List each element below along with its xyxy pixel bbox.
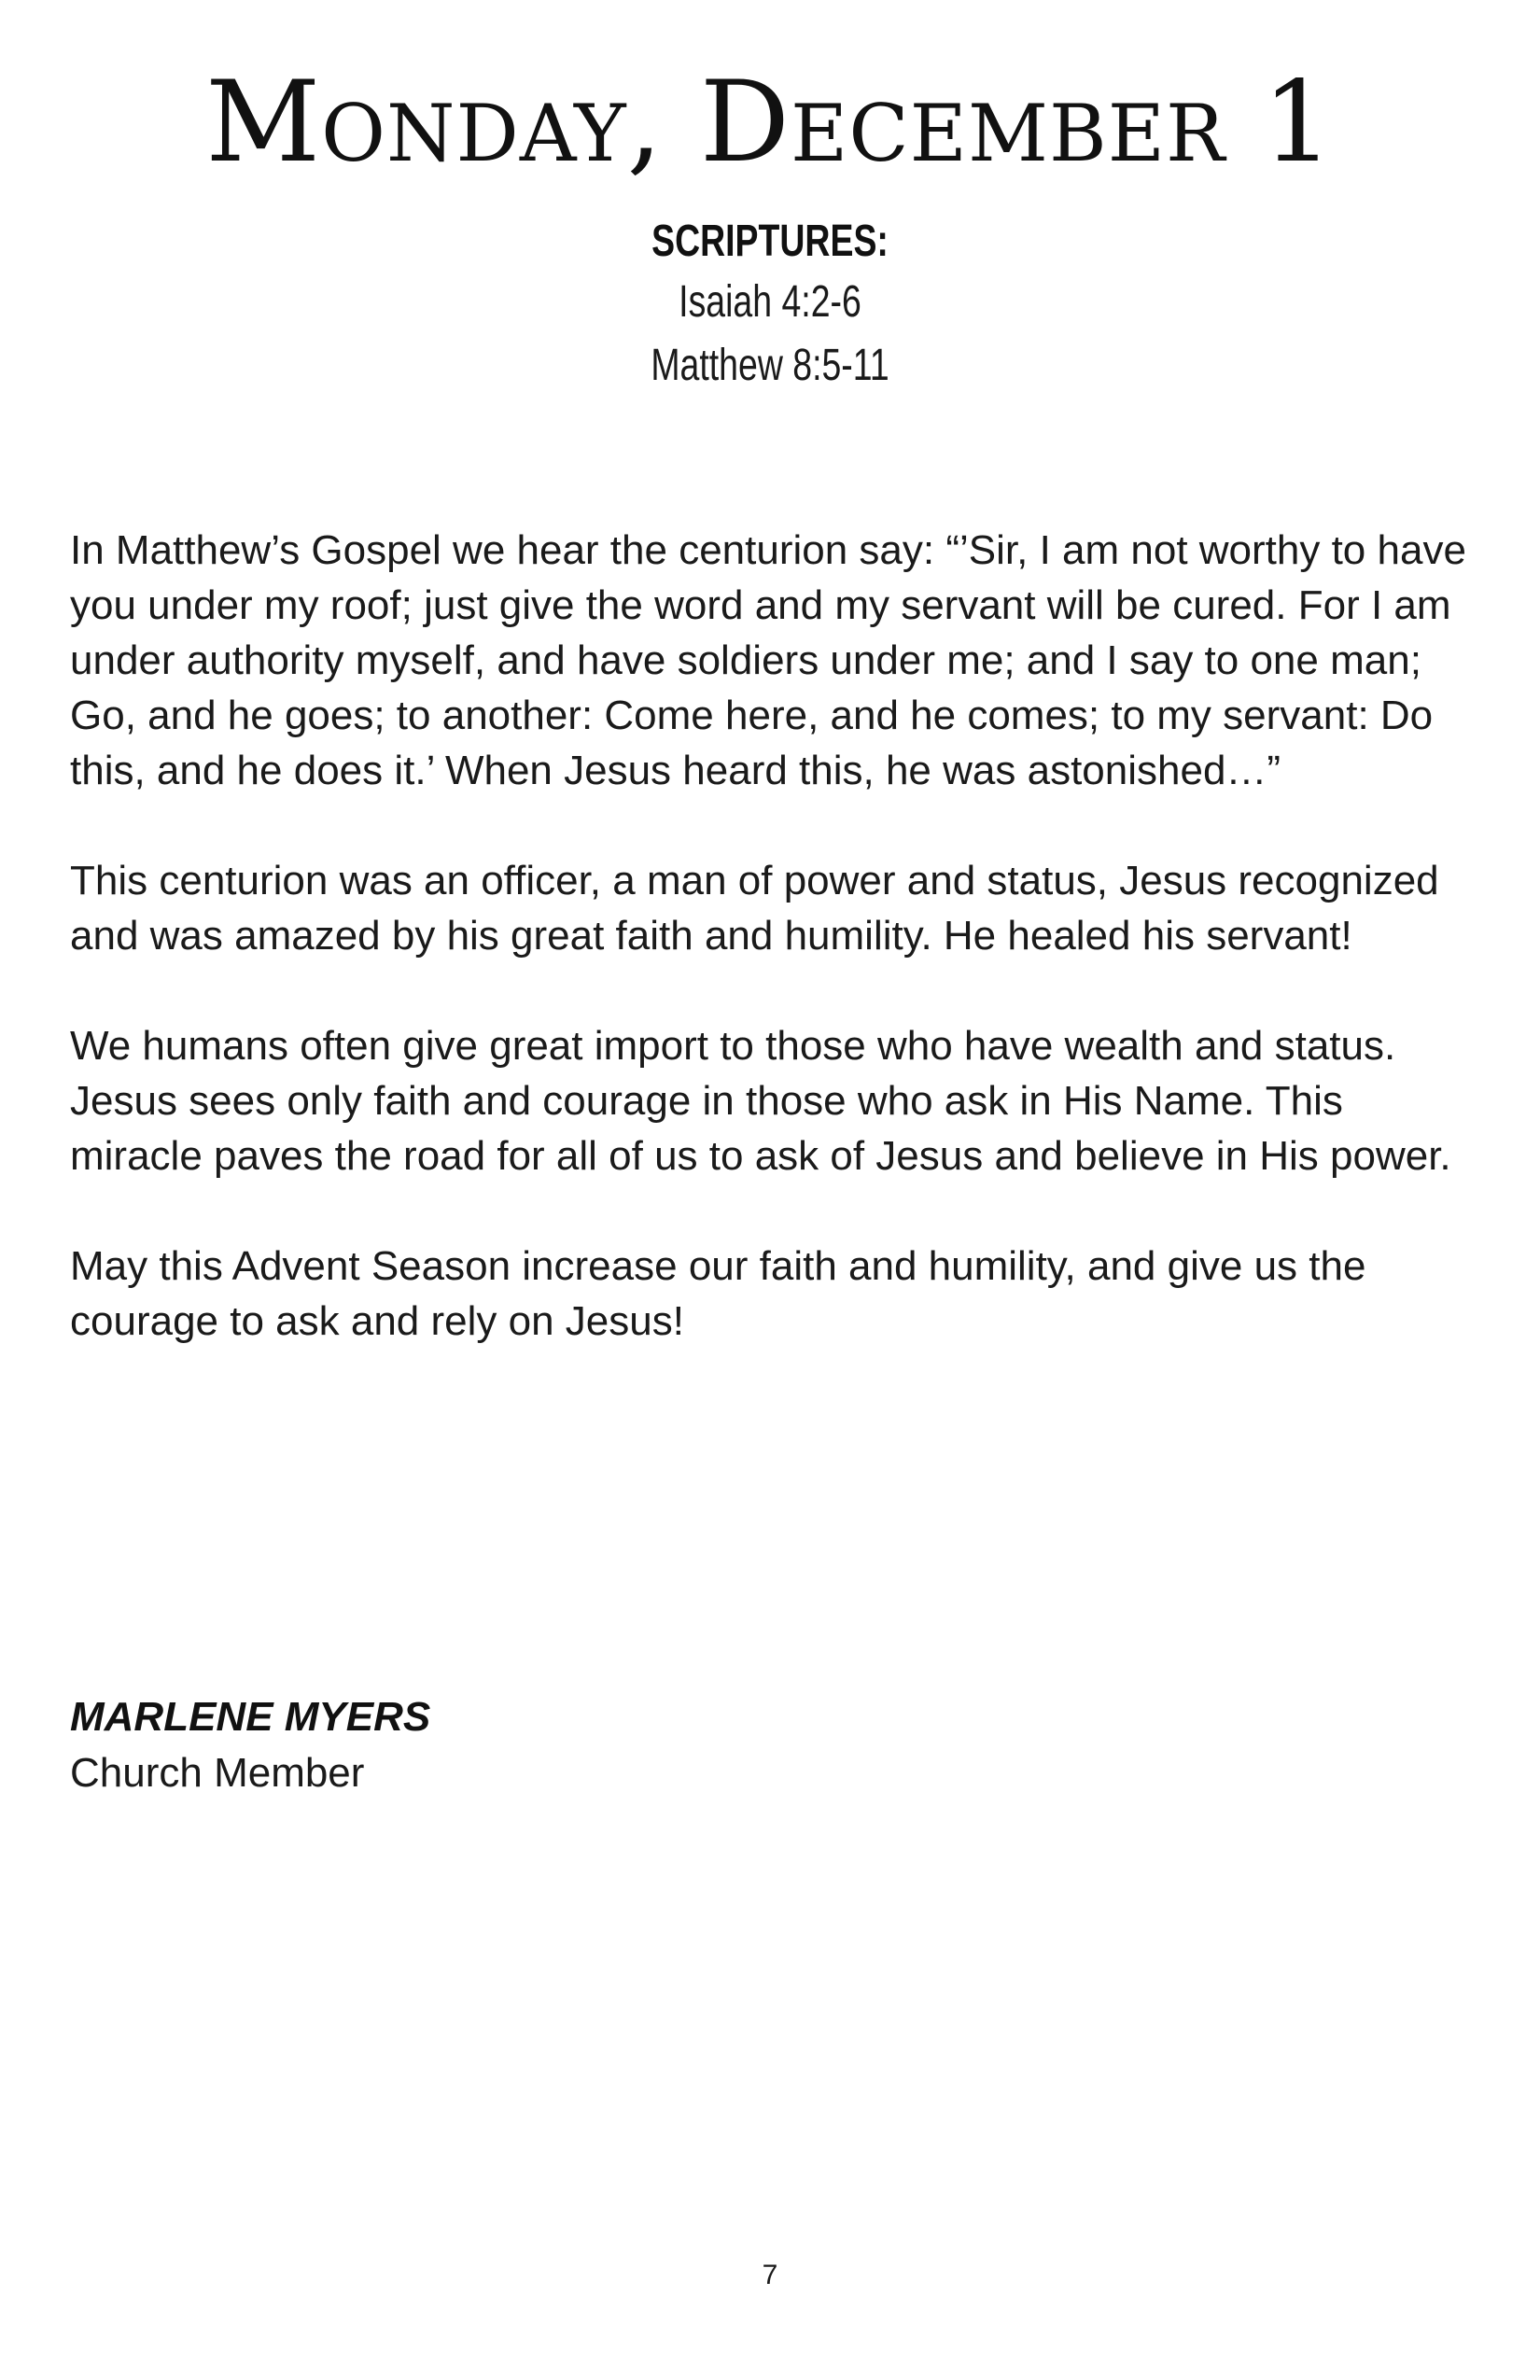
scriptures-block (0, 213, 1540, 398)
author-block (70, 1689, 430, 1801)
author-name: MARLENE MYERS (70, 1694, 431, 1740)
page-number: 7 (762, 2260, 778, 2290)
scriptures-heading: SCRIPTURES: (651, 217, 889, 266)
reflection-body (70, 523, 1479, 1404)
scripture-reference-isaiah: Isaiah 4:2-6 (679, 277, 861, 327)
paragraph-1: In Matthew’s Gospel we hear the centurion say: “’Sir, I am not worthy to have you under my roof; just give the word and my servant will be cured. For I am under authority myself, and have soldiers under me; and I say to one man; Go, and he goes; to another: Come here, and he comes; to my servant: Do this, and he does it.’ When Jesus heard this, he was astonished…” (70, 527, 1466, 793)
paragraph-2: This centurion was an officer, a man of power and status, Jesus recognized and was amazed by his great faith and humility. He healed his servant! (70, 858, 1439, 959)
scripture-reference-matthew: Matthew 8:5-11 (651, 341, 889, 390)
author-role: Church Member (70, 1750, 365, 1796)
paragraph-4: May this Advent Season increase our faith and humility, and give us the courage to ask and rely on Jesus! (70, 1243, 1366, 1344)
page-title: Monday, December 1 (205, 58, 1335, 188)
paragraph-3: We humans often give great import to those who have wealth and status. Jesus sees only faith and courage in those who ask in His Name. This miracle paves the road for all of us to ask of Jesus and believe in His power. (70, 1023, 1451, 1179)
